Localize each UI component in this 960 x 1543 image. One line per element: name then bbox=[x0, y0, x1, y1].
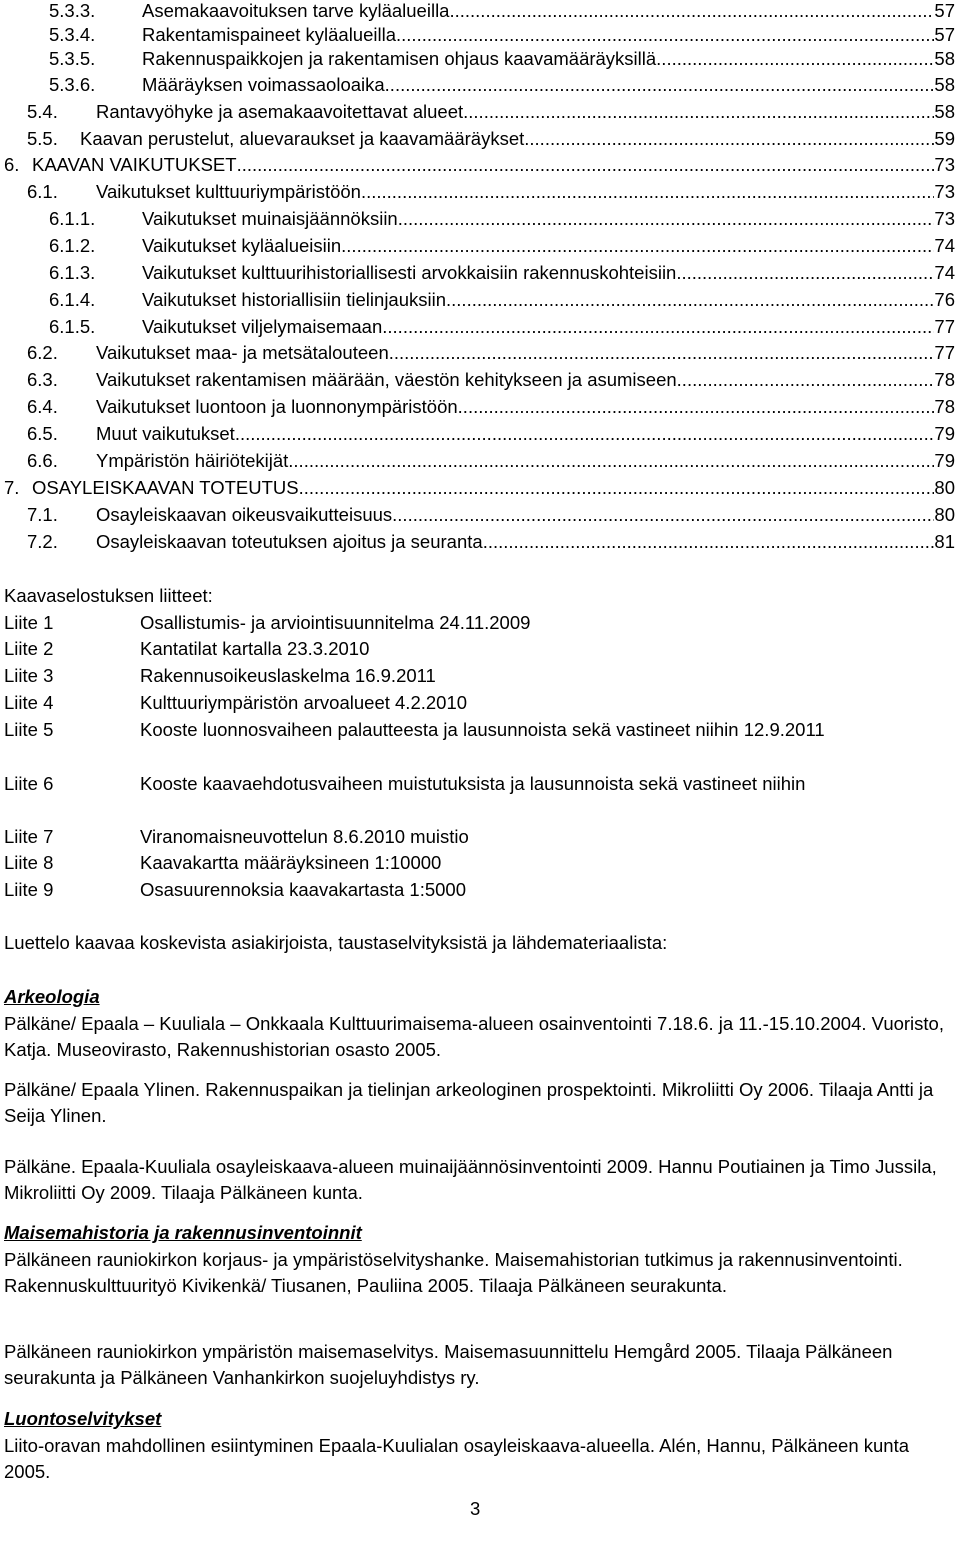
toc-leader-dots bbox=[341, 233, 934, 259]
attachment-description: Rakennusoikeuslaskelma 16.9.2011 bbox=[140, 665, 436, 686]
toc-entry-page: 80 bbox=[934, 477, 955, 498]
attachment-row bbox=[4, 850, 954, 876]
attachments-title: Kaavaselostuksen liitteet: bbox=[4, 585, 213, 606]
toc-entry-page: 57 bbox=[934, 24, 955, 45]
toc-entry-page: 79 bbox=[934, 450, 955, 471]
attachment-description: Osallistumis- ja arviointisuunnitelma 24.11.2009 bbox=[140, 612, 531, 633]
toc-entry-page: 81 bbox=[934, 531, 955, 552]
toc-entry[interactable] bbox=[27, 99, 955, 125]
section-heading-arkeologia: Arkeologia bbox=[4, 986, 100, 1007]
toc-entry-title: Vaikutukset maa- ja metsätalouteen bbox=[96, 342, 389, 363]
toc-entry-title: Rakentamispaineet kyläalueilla bbox=[142, 24, 397, 45]
toc-entry[interactable] bbox=[49, 260, 955, 286]
toc-entry-title: Vaikutukset kulttuuriympäristöön bbox=[96, 181, 361, 202]
toc-entry-title: Kaavan perustelut, aluevaraukset ja kaavamääräykset bbox=[80, 128, 525, 149]
toc-entry[interactable] bbox=[27, 394, 955, 420]
toc-entry[interactable] bbox=[27, 448, 955, 474]
section-heading-luontoselvitykset: Luontoselvitykset bbox=[4, 1408, 162, 1429]
toc-leader-dots bbox=[524, 126, 934, 152]
toc-leader-dots bbox=[237, 152, 935, 178]
toc-leader-dots bbox=[449, 0, 934, 24]
toc-entry-number: 6.4. bbox=[27, 396, 58, 417]
toc-entry-number: 6.1.4. bbox=[49, 289, 96, 310]
toc-entry-title: Osayleiskaavan oikeusvaikutteisuus bbox=[96, 504, 393, 525]
toc-entry-page: 80 bbox=[934, 504, 955, 525]
toc-entry[interactable] bbox=[27, 367, 955, 393]
toc-entry-title: Määräyksen voimassaoloaika bbox=[142, 74, 385, 95]
attachment-row bbox=[4, 877, 954, 903]
reference-paragraph: Liito-oravan mahdollinen esiintyminen Epaala-Kuulialan osayleiskaava-alueella. Alén, Hannu, Pälkäneen kunta 2005. bbox=[4, 1435, 910, 1482]
toc-leader-dots bbox=[483, 529, 935, 555]
reference-list-heading: Luettelo kaavaa koskevista asiakirjoista, taustaselvityksistä ja lähdemateriaalista: bbox=[4, 932, 668, 953]
attachment-label: Liite 6 bbox=[4, 773, 54, 794]
attachment-description: Viranomaisneuvottelun 8.6.2010 muistio bbox=[140, 826, 469, 847]
toc-entry-number: 7.2. bbox=[27, 531, 58, 552]
toc-entry[interactable] bbox=[49, 287, 955, 313]
toc-entry[interactable] bbox=[49, 72, 955, 98]
toc-leader-dots bbox=[389, 340, 935, 366]
toc-leader-dots bbox=[385, 72, 935, 98]
toc-entry-number: 5.3.5. bbox=[49, 48, 96, 69]
toc-entry-title: Vaikutukset historiallisiin tielinjauksiin bbox=[142, 289, 447, 310]
toc-entry-number: 6.1.1. bbox=[49, 208, 96, 229]
toc-entry[interactable] bbox=[27, 179, 955, 205]
toc-entry-page: 77 bbox=[934, 316, 955, 337]
reference-paragraph: Pälkäneen rauniokirkon korjaus- ja ympäristöselvityshanke. Maisemahistorian tutkimus ja rakennusinventointi. Rakennuskulttuurityö Kivikenkä/ Tiusanen, Pauliina 2005. Tilaaja Pälkäneen seurakunta. bbox=[4, 1249, 903, 1296]
toc-leader-dots bbox=[446, 287, 934, 313]
toc-leader-dots bbox=[299, 475, 935, 501]
toc-entry-title: Vaikutukset muinaisjäännöksiin bbox=[142, 208, 398, 229]
reference-paragraph: Pälkäne/ Epaala – Kuuliala – Onkkaala Kulttuurimaisema-alueen osainventointi 7.18.6. ja 11.-15.10.2004. Vuoristo, Katja. Museovirasto, Rakennushistorian osasto 2005. bbox=[4, 1013, 944, 1060]
toc-entry-page: 78 bbox=[934, 369, 955, 390]
page-number: 3 bbox=[470, 1498, 481, 1519]
toc-entry-title: Rakennuspaikkojen ja rakentamisen ohjaus kaavamääräyksillä bbox=[142, 48, 657, 69]
toc-entry-page: 57 bbox=[934, 0, 955, 21]
toc-entry-number: 5.3.4. bbox=[49, 24, 96, 45]
attachment-label: Liite 8 bbox=[4, 852, 54, 873]
toc-leader-dots bbox=[656, 46, 934, 72]
toc-entry-page: 76 bbox=[934, 289, 955, 310]
attachment-description: Kantatilat kartalla 23.3.2010 bbox=[140, 638, 370, 659]
attachment-label: Liite 4 bbox=[4, 692, 54, 713]
toc-entry-number: 5.5. bbox=[27, 128, 58, 149]
attachment-row bbox=[4, 663, 954, 689]
attachment-label: Liite 7 bbox=[4, 826, 54, 847]
toc-leader-dots bbox=[288, 448, 934, 474]
toc-entry-number: 5.3.6. bbox=[49, 74, 96, 95]
toc-entry-page: 77 bbox=[934, 342, 955, 363]
toc-entry[interactable] bbox=[49, 0, 955, 24]
toc-entry-title: Vaikutukset kyläalueisiin bbox=[142, 235, 342, 256]
attachment-row bbox=[4, 690, 954, 716]
toc-entry-page: 78 bbox=[934, 396, 955, 417]
toc-entry-number: 6.3. bbox=[27, 369, 58, 390]
toc-entry-title: Asemakaavoituksen tarve kyläalueilla bbox=[142, 0, 450, 21]
toc-leader-dots bbox=[398, 206, 935, 232]
toc-leader-dots bbox=[382, 314, 934, 340]
toc-leader-dots bbox=[235, 421, 935, 447]
toc-entry-page: 73 bbox=[934, 154, 955, 175]
toc-entry-page: 58 bbox=[934, 48, 955, 69]
toc-leader-dots bbox=[392, 502, 934, 528]
toc-entry[interactable] bbox=[27, 126, 955, 152]
toc-entry-title: Ympäristön häiriötekijät bbox=[96, 450, 289, 471]
toc-entry-number: 7. bbox=[4, 477, 20, 498]
attachment-description: Kulttuuriympäristön arvoalueet 4.2.2010 bbox=[140, 692, 468, 713]
toc-entry-title: Vaikutukset rakentamisen määrään, väestön kehitykseen ja asumiseen bbox=[96, 369, 677, 390]
reference-paragraph: Pälkäneen rauniokirkon ympäristön maisemaselvitys. Maisemasuunnittelu Hemgård 2005. Tilaaja Pälkäneen seurakunta ja Pälkäneen Vanhankirkon suojeluyhdistys ry. bbox=[4, 1341, 893, 1388]
attachment-label: Liite 9 bbox=[4, 879, 54, 900]
toc-entry-number: 5.3.3. bbox=[49, 0, 96, 21]
toc-entry[interactable] bbox=[49, 22, 955, 48]
attachment-description: Kooste kaavaehdotusvaiheen muistutuksista ja lausunnoista sekä vastineet niihin bbox=[140, 773, 806, 794]
section-heading-maisemahistoria: Maisemahistoria ja rakennusinventoinnit bbox=[4, 1222, 362, 1243]
attachment-description: Osasuurennoksia kaavakartasta 1:5000 bbox=[140, 879, 467, 900]
attachment-label: Liite 1 bbox=[4, 612, 54, 633]
toc-entry-number: 6.6. bbox=[27, 450, 58, 471]
toc-entry-number: 6.1. bbox=[27, 181, 58, 202]
toc-entry[interactable] bbox=[49, 314, 955, 340]
toc-entry-title: Rantavyöhyke ja asemakaavoitettavat alueet bbox=[96, 101, 464, 122]
attachment-row bbox=[4, 824, 954, 850]
attachment-description: Kooste luonnosvaiheen palautteesta ja lausunnoista sekä vastineet niihin 12.9.2011 bbox=[140, 719, 825, 740]
toc-leader-dots bbox=[458, 394, 935, 420]
toc-entry-page: 79 bbox=[934, 423, 955, 444]
toc-entry[interactable] bbox=[4, 152, 955, 178]
toc-entry[interactable] bbox=[49, 233, 955, 259]
attachment-row bbox=[4, 636, 954, 662]
toc-entry-number: 6.5. bbox=[27, 423, 58, 444]
toc-leader-dots bbox=[463, 99, 934, 125]
toc-entry[interactable] bbox=[27, 421, 955, 447]
toc-entry-page: 59 bbox=[934, 128, 955, 149]
toc-entry-number: 6.1.5. bbox=[49, 316, 96, 337]
toc-leader-dots bbox=[396, 22, 934, 48]
toc-entry-number: 5.4. bbox=[27, 101, 58, 122]
toc-entry-page: 74 bbox=[934, 262, 955, 283]
attachment-row bbox=[4, 717, 954, 769]
attachment-label: Liite 5 bbox=[4, 719, 54, 740]
toc-entry-title: Vaikutukset luontoon ja luonnonympäristöön bbox=[96, 396, 458, 417]
toc-entry-number: 6.2. bbox=[27, 342, 58, 363]
toc-entry-number: 6. bbox=[4, 154, 20, 175]
toc-entry-title: KAAVAN VAIKUTUKSET bbox=[32, 154, 237, 175]
toc-entry[interactable] bbox=[27, 529, 955, 555]
toc-leader-dots bbox=[676, 260, 934, 286]
attachment-row bbox=[4, 610, 954, 636]
attachment-label: Liite 3 bbox=[4, 665, 54, 686]
toc-entry-title: Osayleiskaavan toteutuksen ajoitus ja seuranta bbox=[96, 531, 483, 552]
toc-entry-page: 73 bbox=[934, 181, 955, 202]
reference-paragraph: Pälkäne. Epaala-Kuuliala osayleiskaava-alueen muinaijäännösinventointi 2009. Hannu Poutiainen ja Timo Jussila, Mikroliitti Oy 2009. Tilaaja Pälkäneen kunta. bbox=[4, 1156, 937, 1203]
toc-entry-number: 6.1.2. bbox=[49, 235, 96, 256]
toc-entry-page: 74 bbox=[934, 235, 955, 256]
toc-entry-title: Vaikutukset kulttuurihistoriallisesti arvokkaisiin rakennuskohteisiin bbox=[142, 262, 677, 283]
toc-entry-title: OSAYLEISKAAVAN TOTEUTUS bbox=[32, 477, 299, 498]
toc-entry-number: 6.1.3. bbox=[49, 262, 96, 283]
toc-leader-dots bbox=[361, 179, 934, 205]
toc-entry[interactable] bbox=[27, 502, 955, 528]
toc-entry-number: 7.1. bbox=[27, 504, 58, 525]
toc-entry-page: 58 bbox=[934, 74, 955, 95]
toc-entry[interactable] bbox=[49, 46, 955, 72]
attachment-row bbox=[4, 771, 954, 823]
attachment-description: Kaavakartta määräyksineen 1:10000 bbox=[140, 852, 442, 873]
toc-entry[interactable] bbox=[27, 340, 955, 366]
toc-entry[interactable] bbox=[4, 475, 955, 501]
toc-entry-title: Muut vaikutukset bbox=[96, 423, 235, 444]
reference-paragraph: Pälkäne/ Epaala Ylinen. Rakennuspaikan ja tielinjan arkeologinen prospektointi. Mikroliitti Oy 2006. Tilaaja Antti ja Seija Ylinen. bbox=[4, 1079, 934, 1126]
toc-entry-page: 58 bbox=[934, 101, 955, 122]
toc-entry-title: Vaikutukset viljelymaisemaan bbox=[142, 316, 383, 337]
attachment-label: Liite 2 bbox=[4, 638, 54, 659]
toc-entry[interactable] bbox=[49, 206, 955, 232]
toc-leader-dots bbox=[677, 367, 935, 393]
toc-entry-page: 73 bbox=[934, 208, 955, 229]
